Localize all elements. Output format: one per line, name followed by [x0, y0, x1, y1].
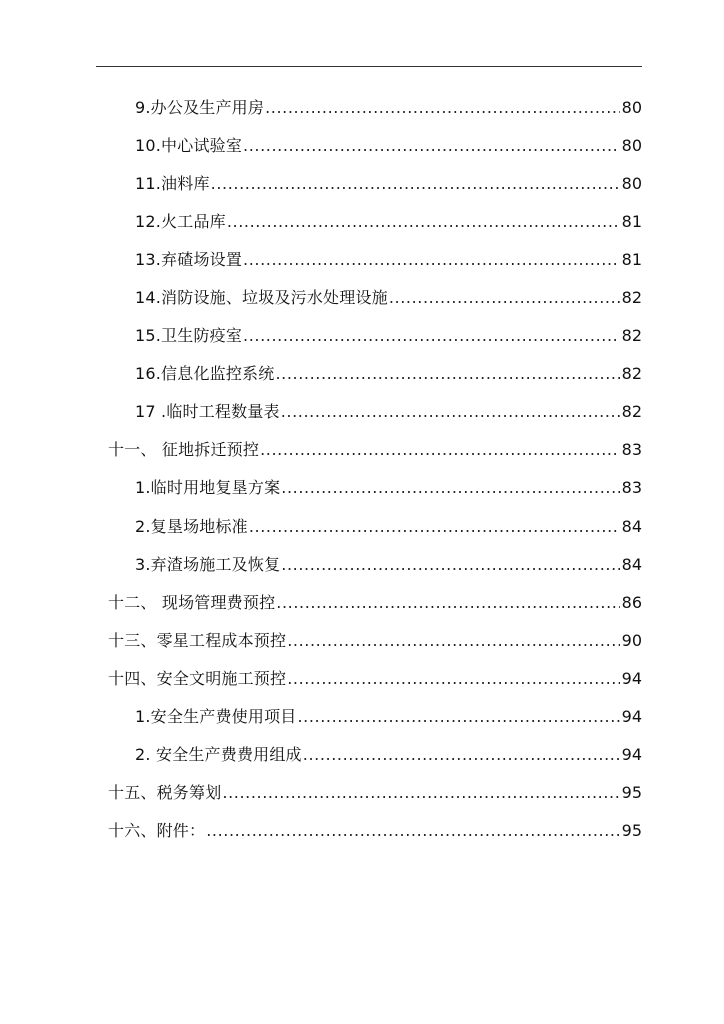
dot-leader — [211, 165, 620, 203]
toc-entry-title: 13.弃碴场设置 — [135, 250, 243, 270]
toc-entry-page: 82 — [621, 364, 642, 384]
toc-entry-title: 16.信息化监控系统 — [135, 364, 275, 384]
table-of-contents — [0, 89, 724, 850]
toc-entry-page: 81 — [621, 250, 642, 270]
toc-entry-page: 80 — [621, 136, 642, 156]
toc-entry — [0, 660, 724, 698]
toc-entry — [0, 241, 724, 279]
toc-entry-title: 1.临时用地复垦方案 — [135, 478, 281, 498]
dot-leader — [265, 89, 620, 127]
toc-entry-title: 十一、 征地拆迁预控 — [108, 440, 260, 460]
toc-entry-page: 95 — [621, 820, 642, 840]
toc-entry-title: 15.卫生防疫室 — [135, 326, 243, 346]
dot-leader — [243, 241, 620, 279]
toc-entry-title: 12.火工品库 — [135, 212, 226, 232]
dot-leader — [281, 469, 619, 507]
toc-entry-page: 81 — [621, 212, 642, 232]
toc-entry — [0, 698, 724, 736]
toc-entry-title: 9.办公及生产用房 — [135, 98, 265, 118]
dot-leader — [281, 393, 620, 431]
toc-entry-title: 11.油料库 — [135, 174, 210, 194]
toc-entry-page: 94 — [621, 744, 642, 764]
toc-entry-title: 2. 安全生产费费用组成 — [135, 744, 302, 764]
toc-entry — [0, 508, 724, 546]
dot-leader — [243, 127, 620, 165]
toc-entry-title: 10.中心试验室 — [135, 136, 243, 156]
toc-entry — [0, 127, 724, 165]
toc-entry — [0, 165, 724, 203]
dot-leader — [287, 660, 619, 698]
toc-entry — [0, 622, 724, 660]
header-rule — [96, 66, 642, 67]
toc-entry-page: 82 — [621, 402, 642, 422]
toc-entry-title: 14.消防设施、垃圾及污水处理设施 — [135, 288, 388, 308]
dot-leader — [389, 279, 620, 317]
toc-entry — [0, 546, 724, 584]
toc-entry-page: 94 — [621, 668, 642, 688]
dot-leader — [260, 431, 620, 469]
dot-leader — [222, 774, 619, 812]
toc-entry — [0, 812, 724, 850]
toc-entry — [0, 203, 724, 241]
dot-leader — [303, 736, 620, 774]
toc-entry-page: 95 — [621, 782, 642, 802]
toc-entry-title: 2.复垦场地标准 — [135, 516, 248, 536]
toc-entry-title: 3.弃渣场施工及恢复 — [135, 554, 281, 574]
toc-entry-page: 90 — [621, 630, 642, 650]
toc-entry-title: 1.安全生产费使用项目 — [135, 706, 297, 726]
dot-leader — [243, 317, 620, 355]
toc-entry — [0, 736, 724, 774]
toc-entry — [0, 393, 724, 431]
toc-entry-title: 十三、零星工程成本预控 — [108, 630, 287, 650]
toc-entry — [0, 317, 724, 355]
dot-leader — [281, 546, 619, 584]
toc-entry — [0, 584, 724, 622]
toc-entry-page: 80 — [621, 98, 642, 118]
toc-entry-page: 84 — [621, 516, 642, 536]
dot-leader — [275, 355, 619, 393]
toc-entry — [0, 89, 724, 127]
toc-entry — [0, 774, 724, 812]
dot-leader — [276, 584, 619, 622]
dot-leader — [206, 812, 619, 850]
toc-entry-title: 十二、 现场管理费预控 — [108, 592, 276, 612]
dot-leader — [249, 508, 620, 546]
toc-entry-page: 86 — [621, 592, 642, 612]
toc-entry — [0, 469, 724, 507]
toc-entry-title: 十五、税务筹划 — [108, 782, 222, 802]
toc-entry-page: 83 — [621, 440, 642, 460]
toc-entry-title: 十六、附件： — [108, 820, 206, 840]
dot-leader — [227, 203, 620, 241]
toc-entry — [0, 279, 724, 317]
toc-entry-page: 82 — [621, 288, 642, 308]
toc-entry — [0, 355, 724, 393]
toc-entry-page: 94 — [621, 706, 642, 726]
dot-leader — [287, 622, 619, 660]
toc-entry-title: 十四、安全文明施工预控 — [108, 668, 287, 688]
toc-entry-page: 84 — [621, 554, 642, 574]
dot-leader — [297, 698, 619, 736]
toc-entry-page: 83 — [621, 478, 642, 498]
toc-entry-title: 17 .临时工程数量表 — [135, 402, 280, 422]
toc-entry-page: 80 — [621, 174, 642, 194]
toc-entry — [0, 431, 724, 469]
toc-entry-page: 82 — [621, 326, 642, 346]
